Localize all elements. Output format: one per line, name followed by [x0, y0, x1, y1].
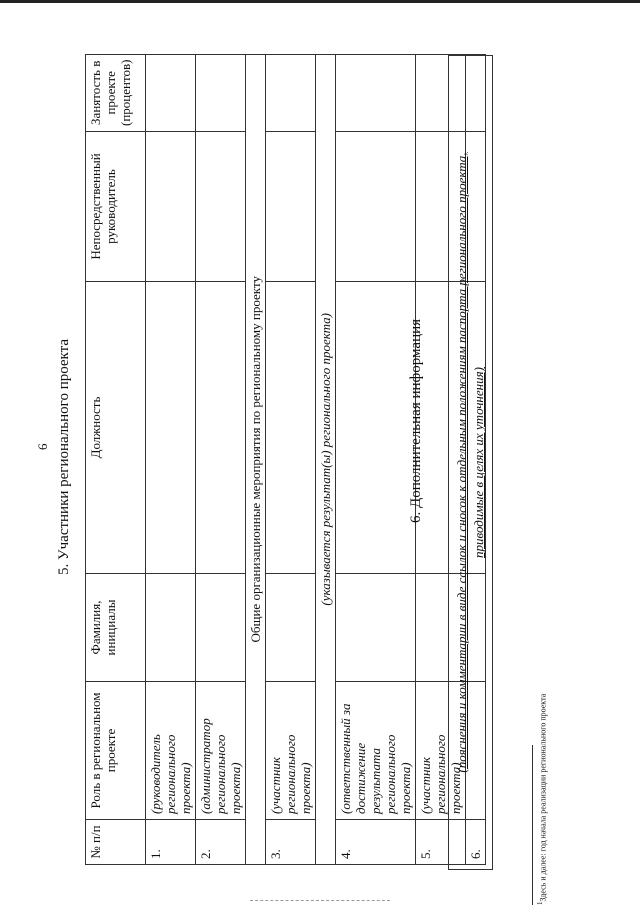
row-role: (участник регионального проекта)	[416, 682, 466, 820]
header-role: Роль в региональном проекте	[86, 682, 146, 820]
row-role: (участник регионального проекта)	[266, 682, 316, 820]
header-num: № п/п	[86, 820, 146, 865]
group-row	[246, 54, 266, 864]
row-supervisor-cell	[146, 132, 196, 282]
row-employment-cell	[196, 54, 246, 131]
row-role: (руководитель регионального проекта)	[146, 682, 196, 820]
header-employment: Занятость в проекте (процентов)	[86, 54, 146, 131]
page-number: 6	[35, 443, 50, 450]
section6-title: 6. Дополнительная информация	[408, 318, 424, 523]
row-position-cell	[336, 282, 416, 574]
row-role: (администратор регионального проекта)	[196, 682, 246, 820]
footnote-mark: 1	[536, 901, 544, 905]
result-row	[316, 54, 336, 864]
row-name-cell	[336, 574, 416, 682]
footnote-text: Здесь и далее: год начала реализации регионального проекта	[538, 693, 548, 902]
row-num: 5.	[416, 820, 466, 865]
row-num: 2.	[196, 820, 246, 865]
row-employment-cell	[146, 54, 196, 131]
row-num: 6.	[466, 820, 486, 865]
table-header-row	[86, 54, 146, 864]
info-text-line1: (пояснения и комментарии в виде ссылок и сносок к отдельным положениям паспорта регионального проекта,	[454, 152, 469, 773]
row-num: 1.	[146, 820, 196, 865]
row-name-cell	[146, 574, 196, 682]
table-row	[196, 54, 246, 864]
row-position-cell	[266, 282, 316, 574]
row-name-cell	[196, 574, 246, 682]
row-supervisor-cell	[336, 132, 416, 282]
footnote	[536, 694, 548, 905]
row-position-cell	[146, 282, 196, 574]
additional-info-box	[448, 55, 493, 870]
row-employment-cell	[336, 54, 416, 131]
row-supervisor-cell	[266, 132, 316, 282]
table-row	[266, 54, 316, 864]
row-name-cell	[266, 574, 316, 682]
row-num: 3.	[266, 820, 316, 865]
table-row	[336, 54, 416, 864]
group-title: Общие организационные мероприятия по региональному проекту	[246, 54, 266, 864]
footnote-divider	[532, 745, 533, 905]
participants-table	[85, 54, 486, 865]
row-role: (ответственный за достижение результата регионального проекта)	[336, 682, 416, 820]
row-num: 4.	[336, 820, 416, 865]
row-supervisor-cell	[196, 132, 246, 282]
header-position: Должность	[86, 282, 146, 574]
result-title: (указывается результат(ы) регионального проекта)	[316, 54, 336, 864]
row-employment-cell	[266, 54, 316, 131]
table-row	[146, 54, 196, 864]
header-name: Фамилия, инициалы	[86, 574, 146, 682]
header-supervisor: Непосредственный руководитель	[86, 132, 146, 282]
section5-title: 5. Участники регионального проекта	[56, 338, 72, 575]
info-text-line2: приводимые в целях их уточнения)	[471, 367, 486, 558]
row-position-cell	[196, 282, 246, 574]
